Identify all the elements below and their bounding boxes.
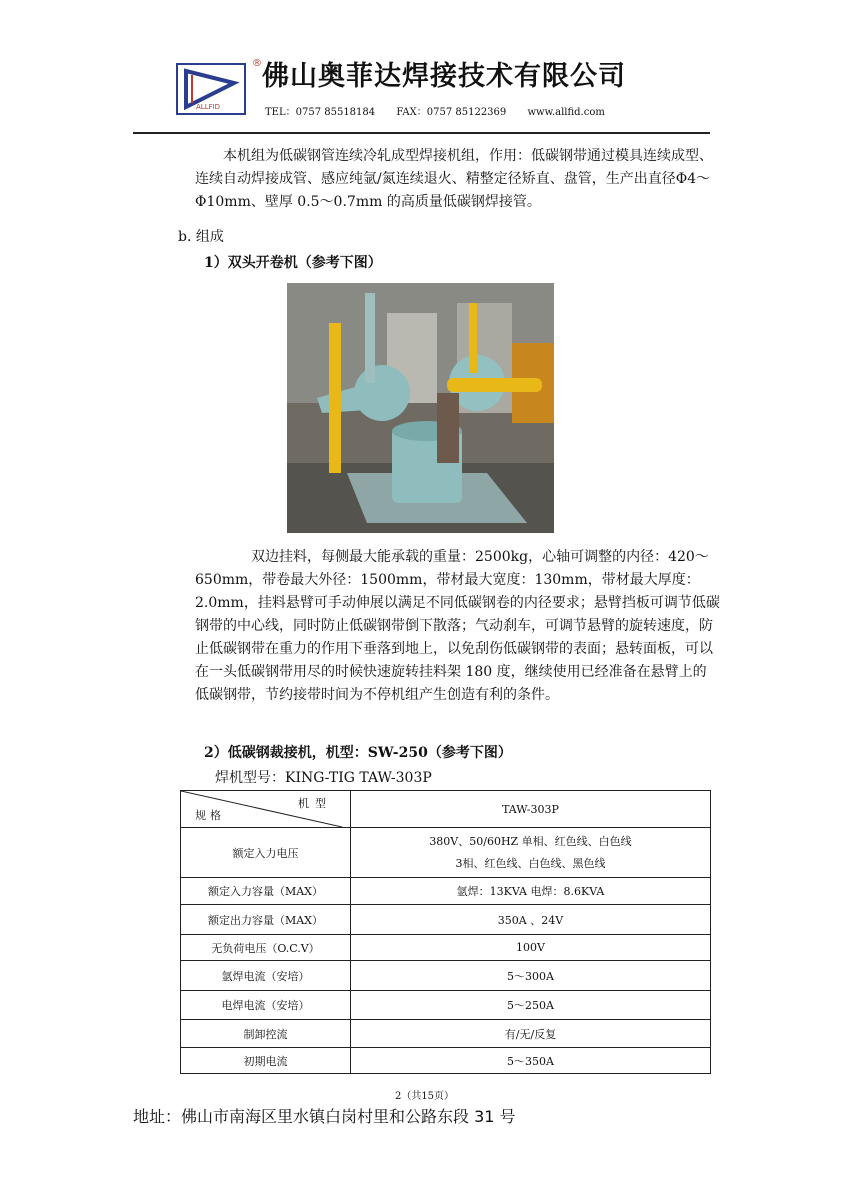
header-spec-label: 规格 <box>195 809 225 822</box>
row-label: 制卸控流 <box>181 1020 351 1048</box>
row-label: 额定入力电压 <box>181 828 351 878</box>
row-value: 氩焊：13KVA 电焊：8.6KVA <box>351 878 711 905</box>
row-label: 氩焊电流（安培） <box>181 961 351 991</box>
contact-line <box>265 103 623 118</box>
table-row <box>181 878 711 905</box>
model-cell: TAW-303P <box>351 791 711 828</box>
table-row <box>181 828 711 878</box>
row-label: 额定入力容量（MAX） <box>181 878 351 905</box>
row-value-line: 3相、红色线、白色线、黑色线 <box>455 856 606 870</box>
section-b-heading: b. 组成 <box>178 229 224 245</box>
header-divider <box>133 132 710 134</box>
row-value-line: 380V、50/60HZ 单相、红色线、白色线 <box>429 834 632 848</box>
row-value <box>351 828 711 878</box>
uncoiler-description: 双边挂料，每侧最大能承载的重量：2500kg，心轴可调整的内径：420～650mm，带卷最大外径：1500mm，带材最大宽度：130mm，带材最大厚度：2.0mm，挂料悬臂可手动伸展以满足不同低碳钢卷的内径要求；悬臂挡板可调节低碳钢带的中心线，同时防止低碳钢带倒下散落；气动刹车，可调节悬臂的旋转速度，防止低碳钢带在重力的作用下垂落到地上，以免刮伤低碳钢带的表面；悬转面板，可以在一头低碳钢带用尽的时候快速旋转挂料架 180 度，继续使用已经准备在悬臂上的低碳钢带，节约接带时间为不停机组产生创造有利的条件。 <box>195 549 720 703</box>
company-logo <box>176 63 246 115</box>
table-row <box>181 961 711 991</box>
company-address: 地址：佛山市南海区里水镇白岗村里和公路东段 31 号 <box>133 1107 516 1126</box>
table-row <box>181 1048 711 1074</box>
website[interactable]: www.allfid.com <box>527 107 605 118</box>
intro-paragraph: 本机组为低碳钢管连续冷轧成型焊接机组，作用：低碳钢带通过模具连续成型、连续自动焊接成管、感应纯氩/氮连续退火、精整定径矫直、盘管，生产出直径Φ4～Φ10mm、壁厚 0.5～0.7mm 的高质量低碳钢焊接管。 <box>195 148 713 210</box>
spec-table <box>180 790 711 1074</box>
table-row <box>181 905 711 935</box>
welder-model: 焊机型号：KING-TIG TAW-303P <box>215 770 432 786</box>
row-value: 5～250A <box>351 991 711 1020</box>
table-row <box>181 991 711 1020</box>
diagonal-header-cell <box>181 791 351 828</box>
row-value: 5～300A <box>351 961 711 991</box>
company-name: 佛山奥菲达焊接技术有限公司 <box>262 61 626 92</box>
uncoiler-photo <box>287 283 554 533</box>
row-value: 100V <box>351 935 711 961</box>
header-model-label: 机型 <box>298 797 332 810</box>
row-value: 5～350A <box>351 1048 711 1074</box>
row-value: 有/无/反复 <box>351 1020 711 1048</box>
row-label: 电焊电流（安培） <box>181 991 351 1020</box>
registered-mark: ® <box>252 58 262 69</box>
tel: TEL：0757 85518184 <box>265 107 376 118</box>
row-label: 额定出力容量（MAX） <box>181 905 351 935</box>
row-value: 350A 、24V <box>351 905 711 935</box>
page-number: 2（共15页） <box>394 1091 455 1102</box>
table-header-row <box>181 791 711 828</box>
row-label: 无负荷电压（O.C.V） <box>181 935 351 961</box>
item1-heading: 1）双头开卷机（参考下图） <box>204 255 382 271</box>
fax: FAX：0757 85122369 <box>396 107 507 118</box>
table-row <box>181 1020 711 1048</box>
item2-heading: 2）低碳钢裁接机，机型：SW-250（参考下图） <box>204 745 512 761</box>
table-row <box>181 935 711 961</box>
logo-text: ALLFID <box>196 103 221 111</box>
row-label: 初期电流 <box>181 1048 351 1074</box>
